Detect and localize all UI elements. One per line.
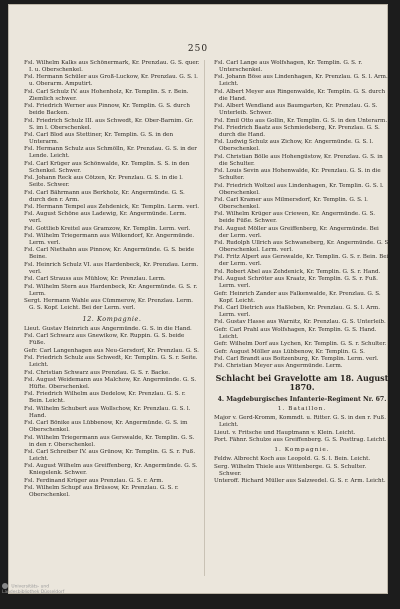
casualty-entry: Fsl. Carl Schulz IV. aus Hohenholz, Kr. Templin. S. r. Bein. Ziemlich schwer.: [24, 88, 189, 102]
casualty-entry: Fsl. Rudolph Ullrich aus Schwaneberg, Kr. Angermünde. G. S. Oberschenkel. Lerm. verl.: [214, 240, 390, 254]
casualty-entry: Fsl. Wilhelm Schupf aus Brüssow, Kr. Prenzlau. G. S. r. Oberschenkel.: [24, 485, 179, 499]
casualty-entry: Fsl. August Weidemann aus Malchow, Kr. Angermünde. G. S. Hüfte. Oberschenkel.: [24, 376, 197, 390]
casualty-entry: Fsl. Carl Bährmann aus Berkholz, Kr. Angermünde. G. S. durch den r. Arm.: [24, 189, 185, 203]
casualty-entry: Fsl. Friedrich Woltzel aus Lindenhagen, Kr. Templin. G. S. l. Oberschenkel.: [214, 182, 384, 196]
subsection-heading: 1. Bataillon.: [277, 406, 327, 413]
casualty-entry: Fsl. Hermann Schüler aus Groß-Luckow, Kr. Prenzlau. G. S. l. u. Oberarm. Amputirt.: [24, 74, 198, 88]
casualty-entry: Fsl. Friedrich Schulz III. aus Schwedt, Kr. Ober-Barnim. Gr. S. im l. Oberschenkel.: [24, 117, 194, 131]
page-number: 250: [187, 44, 209, 54]
casualty-entry: Gefr. Wilhelm Dorf aus Lychen, Kr. Templin. G. S. r. Schulter.: [214, 341, 387, 348]
casualty-entry: Fsl. Ludwig Schulz aus Zichow, Kr. Angermünde. G. S. l. Oberschenkel.: [214, 139, 374, 153]
casualty-entry: Fsl. Wilhelm Kalks aus Schönermark, Kr. Prenzlau. G. S. quer. I. u. Oberschenkel.: [24, 60, 200, 73]
subsection-heading: 1. Kompagnie.: [274, 447, 330, 454]
casualty-entry: Fsl. Friedrich Werner aus Pinnow, Kr. Templin. G. S. durch beide Backen.: [24, 103, 190, 117]
casualty-entry: Fsl. Gottlieb Kreitel aus Gramzow, Kr. Templin. Lerm. verl.: [24, 225, 191, 232]
casualty-entry: Fsl. Carl Schwarz aus Gnewikow, Kr. Ruppin. G. S. beide Füße.: [24, 333, 185, 347]
casualty-entry: Fsl. August Möller aus Greiffenberg, Kr. Angermünde. Bei der Lerm. verl.: [214, 225, 379, 239]
casualty-entry: Fsl. Carl Kramer aus Milmersdorf, Kr. Templin. G. S. l. Oberschenkel.: [214, 196, 368, 210]
casualty-entry: Fsl. Heinrich Schulz VI. aus Hardenbeck, Kr. Prenzlau. Lerm. verl.: [24, 261, 199, 275]
casualty-entry: Gefr. Carl Prahl aus Wolfshagen, Kr. Templin. G. S. Hand. Leicht.: [214, 326, 377, 340]
footer-line-1: Universitäts- und: [11, 584, 49, 590]
library-watermark: [2, 583, 72, 595]
casualty-entry: Fsl. Wilhelm Triegermann aus Gerswalde, Kr. Templin. G. S. in den r. Oberschenkel.: [24, 434, 195, 448]
casualty-entry: Fsl. Friedrich Baatz aus Schmiedeberg, Kr. Prenzlau. G. S. durch die Hand.: [214, 124, 380, 138]
casualty-entry: Fsl. Albert Wendland aus Baumgarten, Kr. Prenzlau. G. S. Unterleib. Schwer.: [214, 103, 378, 117]
casualty-entry: Gefr. Carl Langenhagen aus Neu-Gersdorf, Kr. Prenzlau. G. S.: [24, 347, 199, 354]
casualty-entry: Fsl. Carl Brandt aus Boitzenburg, Kr. Templin. Lerm. verl.: [214, 355, 379, 362]
casualty-entry: Fsl. Carl Niethahn aus Pinnow, Kr. Angermünde. G. S. beide Beine.: [24, 247, 195, 261]
casualty-entry: Fsl. Ferdinand Krüger aus Prenzlau. G. S. r. Arm.: [24, 477, 164, 484]
casualty-entry: Fsl. Emil Otto aus Gollin, Kr. Templin. G. S. in den Unterarm.: [214, 117, 388, 124]
casualty-entry: Fsl. August Wilhelm aus Greiffenberg, Kr. Angermünde. G. S. Kniegelenk. Schwer.: [24, 463, 198, 477]
casualty-entry: Feldw. Albrecht Koch aus Leopold. G. S. l. Bein. Leicht.: [214, 456, 371, 463]
document-page: [8, 4, 388, 594]
casualty-entry: Fsl. Carl Bönike aus Lübbenow, Kr. Angermünde. G. S. im Oberschenkel.: [24, 420, 188, 434]
casualty-entry: Fsl. Gustav Hasse aus Warnitz, Kr. Prenzlau. G. S. Unterleib.: [214, 319, 386, 326]
casualty-entry: Fsl. Robert Abel aus Zehdenick, Kr. Templin. G. S. r. Hand.: [214, 268, 381, 275]
regiment-heading: 4. Magdeburgisches Infanterie-Regiment Nr. 67.: [217, 396, 387, 404]
casualty-entry: Port. Fähnr. Schulze aus Greiffenberg. G. S. Posttrag. Leicht.: [214, 437, 387, 444]
left-column: [24, 60, 200, 500]
casualty-entry: Unteroff. Richard Müller aus Salzwedel. G. S. r. Arm. Leicht.: [214, 477, 386, 484]
casualty-entry: Fsl. Albert Meyer aus Ringenwalde, Kr. Templin. G. S. durch die Hand.: [214, 88, 386, 102]
casualty-entry: Sergt. Hermann Wahle aus Cümmerow, Kr. Prenzlau. Lerm. G. S. Kopf. Leicht. Bei der Lerm. verl.: [24, 298, 194, 312]
casualty-entry: Fsl. Christian Meyer aus Angermünde. Lerm.: [214, 363, 343, 370]
company-heading: 12. Kompagnie.: [82, 315, 142, 324]
casualty-entry: Fsl. Wilhelm Schubert aus Wollschow, Kr. Prenzlau. G. S. l. Hand.: [24, 405, 191, 419]
right-column: [214, 60, 390, 485]
casualty-entry: Fsl. Wilhelm Krüger aus Criewen, Kr. Angermünde. G. S. beide Füße. Schwer.: [214, 211, 375, 225]
casualty-entry: Fsl. Carl Blod aus Stettiner, Kr. Templin. G. S. in den Unterarm.: [24, 131, 174, 145]
casualty-entry: Fsl. August Schröter aus Kraatz, Kr. Templin. G. S. r. Fuß. Lerm. verl.: [214, 276, 378, 290]
casualty-entry: Fsl. Hermann Tempel aus Zehdenick, Kr. Templin. Lerm. verl.: [24, 203, 199, 210]
casualty-entry: Fsl. Carl Krüger aus Schönwalde, Kr. Templin. S. S. in den Schenkel. Schwer.: [24, 160, 190, 174]
casualty-entry: Fsl. Hermann Schulz aus Schmölln, Kr. Prenzlau. G. S. in der Lende. Leicht.: [24, 146, 197, 160]
casualty-entry: Serg. Wilhelm Thiele aus Wittenberge. G. S. Schulter. Schwer.: [214, 463, 367, 477]
casualty-entry: Gefr. August Möller aus Lübbenow, Kr. Templin. G. S.: [214, 348, 365, 355]
section-heading: Schlacht bei Gravelotte am 18. August 1870.: [215, 373, 389, 393]
casualty-entry: Fsl. Friedrich Wilhelm aus Dedelow, Kr. Prenzlau. G. S. r. Bein. Leicht.: [24, 391, 186, 405]
footer-line-2: Landesbibliothek Düsseldorf: [2, 589, 65, 595]
casualty-entry: Fsl. Carl Lange aus Wolfshagen, Kr. Templin. G. S. r. Unterschenkel.: [214, 60, 363, 73]
casualty-entry: Major v. Gerd-Kromm, Kommdt. u. Ritter. G. S. in den r. Fuß. Leicht.: [214, 415, 387, 429]
casualty-entry: Fsl. Johann Reck aus Cötzen, Kr. Prenzlau. G. S. in die l. Seite. Schwer.: [24, 175, 183, 189]
casualty-entry: Lieut. Gustav Heinrich aus Angermünde. G. S. in die Hand.: [24, 326, 192, 333]
library-logo-icon: [2, 583, 8, 589]
casualty-entry: Fsl. Friedrich Schulz aus Schwedt, Kr. Templin. G. S. r. Seite. Leicht.: [24, 355, 198, 369]
casualty-entry: Fsl. Carl Dietrich aus Haßleben, Kr. Prenzlau. G. S. l. Arm. Lerm. verl.: [214, 305, 380, 319]
casualty-entry: Fsl. Johann Böse aus Lindenhagen, Kr. Prenzlau. G. S. l. Arm. Leicht.: [214, 74, 388, 88]
casualty-entry: Lieut. v. Fritsche und Hauptmann v. Klein. Leicht.: [214, 429, 356, 436]
casualty-entry: Fsl. Wilhelm Triegermann aus Wilkendorf, Kr. Angermünde. Lerm. verl.: [24, 233, 195, 247]
casualty-entry: Fsl. Carl Strauss aus Mühlow, Kr. Prenzlau. Lerm.: [24, 276, 166, 283]
casualty-entry: Fsl. August Schöne aus Ladewig, Kr. Angermünde. Lerm. verl.: [24, 211, 187, 225]
casualty-entry: Gefr. Heinrich Zander aus Falkenwalde, Kr. Prenzlau. G. S. Kopf. Leicht.: [214, 290, 381, 304]
casualty-entry: Fsl. Louis Sevin aus Hohenwalde, Kr. Prenzlau. G. S. in die Schulter.: [214, 168, 381, 182]
casualty-entry: Fsl. Christian Bölle aus Hohengüstow, Kr. Prenzlau. G. S. in die Schulter.: [214, 153, 383, 167]
column-divider: [204, 60, 205, 576]
casualty-entry: Fsl. Fritz Alpert aus Gerswalde, Kr. Templin. G. S. r. Bein. Bei der Lerm. verl.: [214, 254, 389, 268]
casualty-entry: Fsl. Wilhelm Stern aus Hardenbeck, Kr. Angermünde. G. S. r. Lerm.: [24, 283, 198, 297]
casualty-entry: Fsl. Carl Schreiber IV. aus Grünow, Kr. Templin. G. S. r. Fuß. Leicht.: [24, 448, 196, 462]
casualty-entry: Fsl. Christian Schwarz aus Prenzlau. G. S. r. Backe.: [24, 369, 171, 376]
